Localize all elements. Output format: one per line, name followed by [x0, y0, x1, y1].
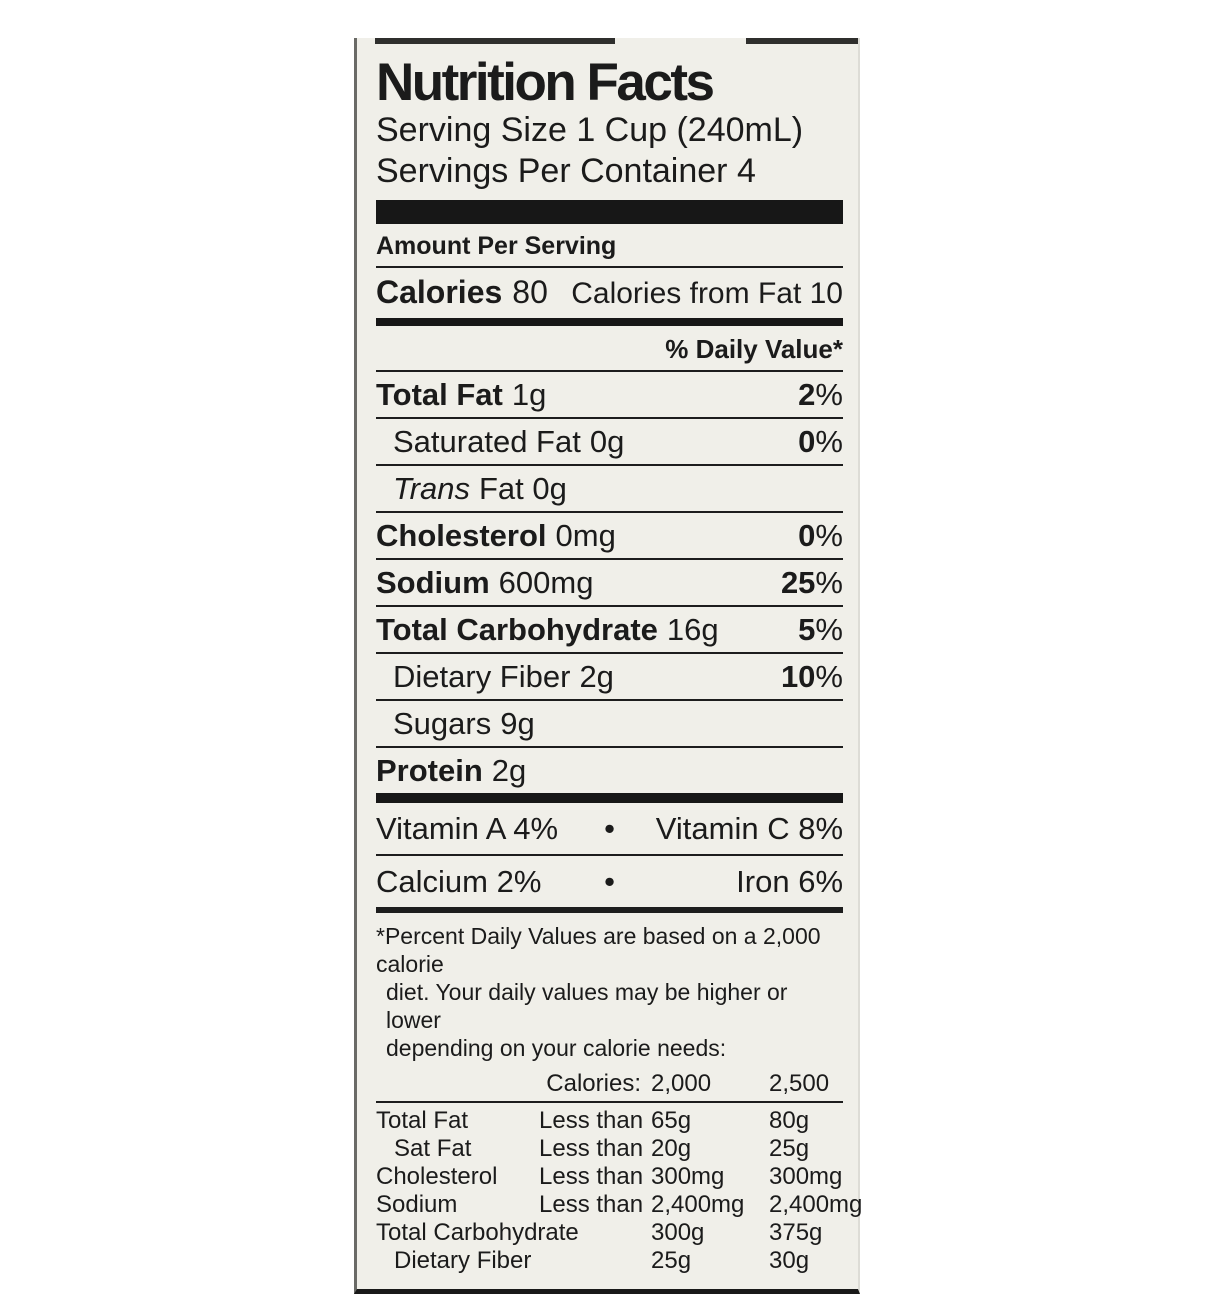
dv-row-2000: 25g — [651, 1247, 692, 1275]
dv-row-name: Sodium — [376, 1191, 458, 1219]
bullet-separator: • — [604, 864, 615, 900]
servings-per-container: Servings Per Container 4 — [376, 152, 756, 191]
nutrient-name: Dietary Fiber — [393, 659, 571, 695]
nutrient-row-trans-fat — [376, 466, 843, 513]
dv-table-row-total-fat — [376, 1107, 843, 1135]
nutrition-label — [354, 38, 863, 1294]
dv-row-2500: 2,400mg — [769, 1191, 863, 1219]
dv-table-row-total-carbohydrate — [376, 1219, 843, 1247]
nutrient-row-saturated-fat — [376, 419, 843, 466]
daily-value-footnote — [376, 922, 843, 1062]
dv-row-name: Cholesterol — [376, 1163, 498, 1191]
iron-value: Iron 6% — [736, 864, 844, 900]
nutrient-daily-value: 25% — [780, 565, 843, 601]
nutrient-amount: 0mg — [555, 518, 616, 554]
vitamin-c-value: Vitamin C 8% — [655, 811, 844, 847]
calories-value: 80 — [512, 274, 548, 311]
calories-row — [376, 268, 843, 326]
dv-row-2000: 300g — [651, 1219, 705, 1247]
nutrient-name: Total Fat — [376, 377, 503, 413]
nutrient-row-protein — [376, 748, 843, 793]
nutrient-daily-value: 2% — [798, 377, 843, 413]
nutrient-row-dietary-fiber — [376, 654, 843, 701]
dv-row-2500: 30g — [769, 1247, 810, 1275]
nutrient-amount: 2g — [579, 659, 614, 695]
nutrient-amount: 2g — [491, 753, 527, 789]
nutrient-name: Total Carbohydrate — [376, 612, 658, 648]
dv-row-name: Total Carbohydrate — [376, 1219, 579, 1247]
amount-per-serving-label: Amount Per Serving — [376, 232, 843, 268]
dv-row-2500: 300mg — [769, 1163, 843, 1191]
dv-row-name: Sat Fat — [394, 1135, 472, 1163]
nutrient-name: Cholesterol — [376, 518, 547, 554]
dv-row-2000: 2,400mg — [651, 1191, 745, 1219]
vitamin-a-value: Vitamin A 4% — [376, 811, 559, 847]
dv-row-qualifier: Less than — [539, 1135, 644, 1163]
dv-row-name: Total Fat — [376, 1107, 469, 1135]
nutrient-amount: 0g — [589, 424, 625, 460]
calcium-value: Calcium 2% — [376, 864, 542, 900]
nutrient-name: Saturated Fat — [393, 424, 581, 460]
calories-column-label: Calories: — [546, 1070, 641, 1098]
dv-row-2000: 65g — [651, 1107, 692, 1135]
dv-row-qualifier: Less than — [539, 1107, 644, 1135]
nutrient-daily-value: 0% — [798, 518, 843, 554]
dv-table-row-dietary-fiber — [376, 1247, 843, 1275]
dv-table-row-sodium — [376, 1191, 863, 1219]
dv-table-row-cholesterol — [376, 1163, 843, 1191]
dv-row-qualifier: Less than — [539, 1163, 644, 1191]
dv-table-row-sat-fat — [376, 1135, 843, 1163]
separator-thick — [376, 200, 843, 224]
calories-label: Calories — [376, 274, 503, 311]
serving-size: Serving Size 1 Cup (240mL) — [376, 111, 804, 150]
dv-row-2500: 25g — [769, 1135, 810, 1163]
daily-values-table-header — [376, 1070, 843, 1098]
dv-row-2000: 20g — [651, 1135, 692, 1163]
nutrient-name: Trans — [393, 471, 470, 507]
nutrient-row-sugars — [376, 701, 843, 748]
divider — [376, 1101, 843, 1103]
daily-value-header: % Daily Value* — [376, 326, 843, 372]
nutrient-amount: 600mg — [498, 565, 594, 601]
label-top-edge-mark — [375, 38, 615, 44]
nutrient-name: Sugars — [393, 706, 492, 742]
daily-values-table — [376, 1070, 863, 1275]
nutrient-daily-value: 10% — [780, 659, 843, 695]
label-title: Nutrition Facts — [376, 53, 713, 112]
nutrient-row-total-carbohydrate — [376, 607, 843, 654]
column-2500-header: 2,500 — [769, 1070, 830, 1098]
dv-row-2500: 80g — [769, 1107, 810, 1135]
dv-row-name: Dietary Fiber — [394, 1247, 532, 1275]
column-2000-header: 2,000 — [651, 1070, 712, 1098]
label-top-edge-mark — [746, 38, 858, 44]
nutrient-amount: 9g — [500, 706, 535, 742]
footnote-line: depending on your calorie needs: — [386, 1035, 727, 1062]
dv-row-qualifier: Less than — [539, 1191, 644, 1219]
dv-row-2000: 300mg — [651, 1163, 725, 1191]
nutrient-amount: 16g — [666, 612, 719, 648]
nutrient-name: Protein — [376, 753, 483, 789]
page-background — [0, 38, 1214, 1275]
bullet-separator: • — [604, 811, 615, 847]
footnote-line: diet. Your daily values may be higher or lower — [386, 979, 788, 1034]
calories-from-fat: Calories from Fat 10 — [571, 277, 843, 311]
nutrient-row-cholesterol — [376, 513, 843, 560]
vitamin-row-calcium-iron — [376, 856, 843, 913]
nutrient-amount: Fat 0g — [478, 471, 567, 507]
nutrient-amount: 1g — [511, 377, 547, 413]
dv-row-2500: 375g — [769, 1219, 823, 1247]
calories-label-value — [376, 274, 548, 311]
vitamin-row-a-c — [376, 803, 843, 856]
footnote-line: *Percent Daily Values are based on a 2,000 calorie — [376, 923, 821, 978]
separator-medium — [376, 793, 843, 803]
nutrient-daily-value: 0% — [798, 424, 843, 460]
nutrient-name: Sodium — [376, 565, 490, 601]
nutrient-row-total-fat — [376, 372, 843, 419]
nutrient-row-sodium — [376, 560, 843, 607]
nutrient-daily-value: 5% — [798, 612, 843, 648]
